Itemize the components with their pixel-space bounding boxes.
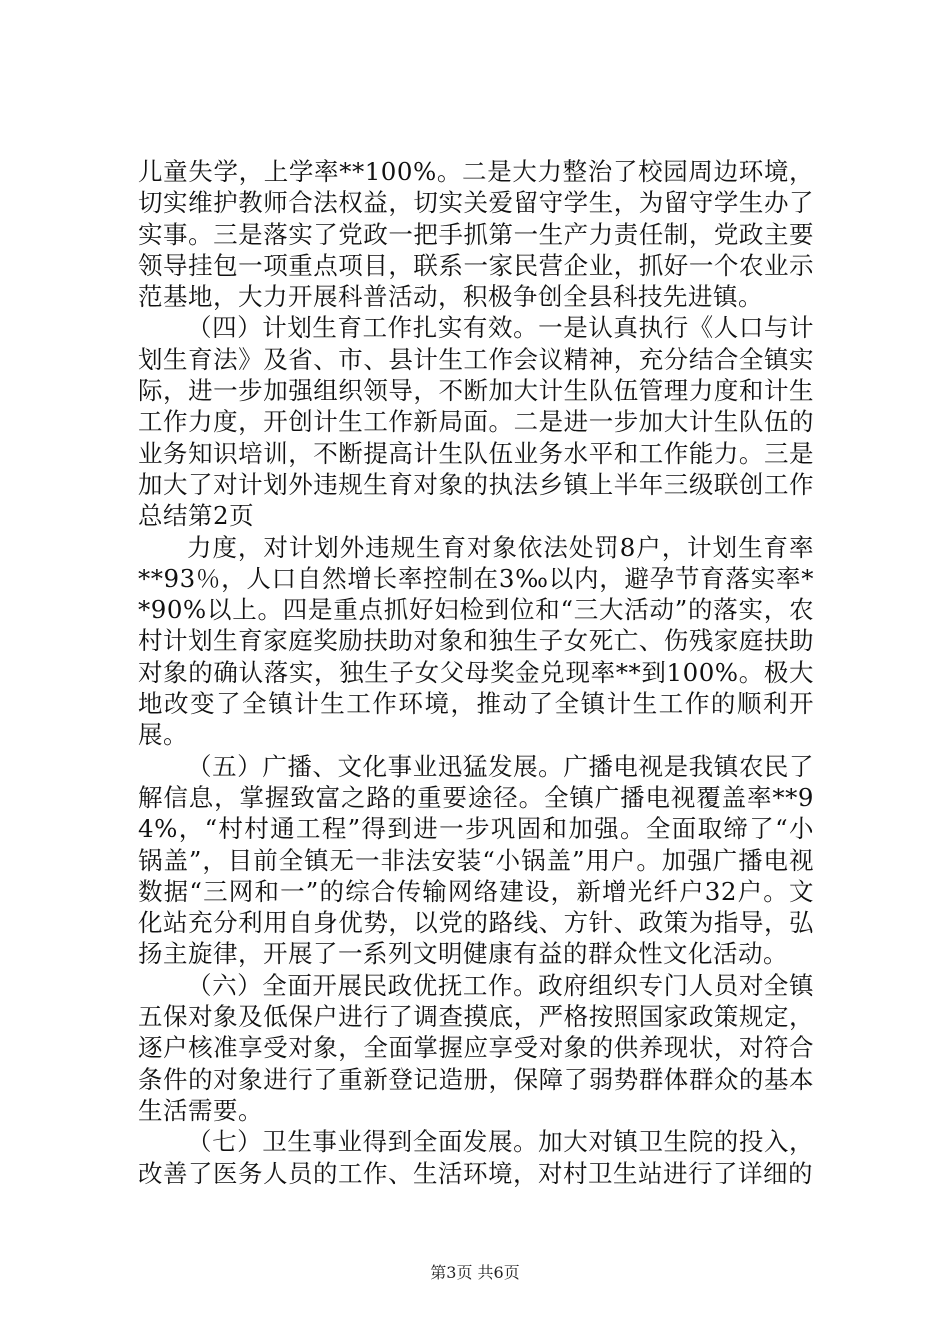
document-body: [138, 156, 814, 1189]
paragraph-civil-affairs: （六）全面开展民政优抚工作。政府组织专门人员对全镇五保对象及低保户进行了调查摸底，严格按照国家政策规定，逐户核准享受对象，全面掌握应享受对象的供养现状，对符合条件的对象进行了重新登记造册，保障了弱势群体群众的基本生活需要。: [138, 970, 814, 1125]
paragraph-family-planning-continued: 力度，对计划外违规生育对象依法处罚8户，计划生育率**93％，人口自然增长率控制在3‰以内，避孕节育落实率**90%以上。四是重点抓好妇检到位和“三大活动”的落实，农村计划生育家庭奖励扶助对象和独生子女死亡、伤残家庭扶助对象的确认落实，独生子女父母奖金兑现率**到100%。极大地改变了全镇计生工作环境，推动了全镇计生工作的顺利开展。: [138, 532, 814, 750]
page-footer: 第3页 共6页: [430, 1263, 520, 1282]
paragraph-family-planning: （四）计划生育工作扎实有效。一是认真执行《人口与计划生育法》及省、市、县计生工作会议精神，充分结合全镇实际，进一步加强组织领导，不断加大计生队伍管理力度和计生工作力度，开创计生工作新局面。二是进一步加大计生队伍的业务知识培训，不断提高计生队伍业务水平和工作能力。三是加大了对计划外违规生育对象的执法乡镇上半年三级联创工作总结第2页: [138, 313, 814, 531]
paragraph-continuation-education: 儿童失学，上学率**100%。二是大力整治了校园周边环境，切实维护教师合法权益，切实关爱留守学生，为留守学生办了实事。三是落实了党政一把手抓第一生产力责任制，党政主要领导挂包一项重点项目，联系一家民营企业，抓好一个农业示范基地，大力开展科普活动，积极争创全县科技先进镇。: [138, 157, 814, 312]
paragraph-broadcast-culture: （五）广播、文化事业迅猛发展。广播电视是我镇农民了解信息，掌握致富之路的重要途径。全镇广播电视覆盖率**94%，“村村通工程”得到进一步巩固和加强。全面取缔了“小锅盖”，目前全镇无一非法安装“小锅盖”用户。加强广播电视数据“三网和一”的综合传输网络建设，新增光纤户32户。文化站充分利用自身优势，以党的路线、方针、政策为指导，弘扬主旋律，开展了一系列文明健康有益的群众性文化活动。: [138, 751, 814, 969]
paragraph-health: （七）卫生事业得到全面发展。加大对镇卫生院的投入，改善了医务人员的工作、生活环境，对村卫生站进行了详细的: [138, 1127, 814, 1188]
